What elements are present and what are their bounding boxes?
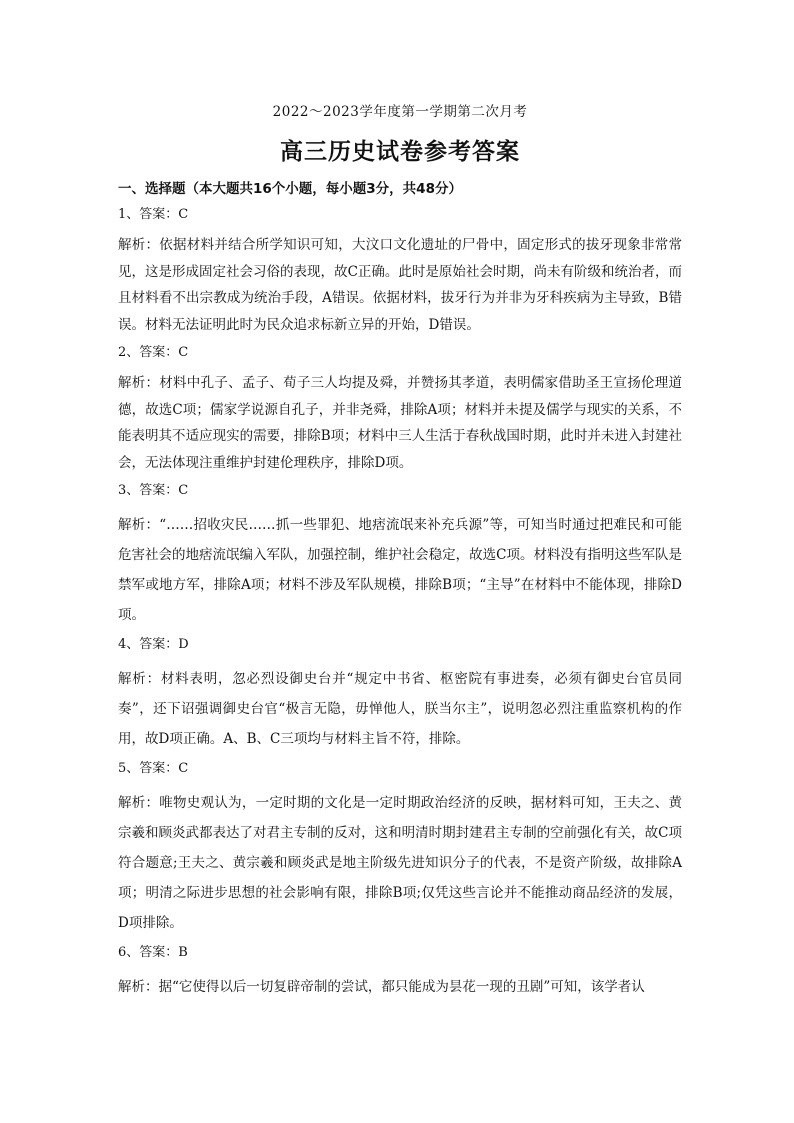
analysis-text: 解析：据“它使得以后一切复辟帝制的尝试，都只能成为昙花一现的丑剧”可知，该学者认 bbox=[118, 979, 645, 995]
answer-item-5 bbox=[118, 758, 682, 938]
analysis-text: 解析：材料表明，忽必烈设御史台并“规定中书省、枢密院有事进奏，必须有御史台官员同奏”，还下诏强调御史台官“极言无隐，毋惮他人，朕当尔主”，说明忽必烈注重监察机构的作用，故D项正确。A、B、C三项均与材料主旨不符，排除。 bbox=[118, 671, 682, 747]
section-title: 一、选择题（本大题共16个小题，每小题3分，共48分） bbox=[118, 181, 462, 197]
answer-item-1 bbox=[118, 204, 682, 338]
exam-subtitle: 2022～2023学年度第一学期第二次月考 bbox=[272, 104, 528, 120]
analysis-text: 解析：唯物史观认为，一定时期的文化是一定时期政治经济的反映，据材料可知，王夫之、黄宗羲和顾炎武都表达了对君主专制的反对，这和明清时期封建君主专制的空前强化有关，故C项符合题意;王夫之、黄宗羲和顾炎武是地主阶级先进知识分子的代表，不是资产阶级，故排除A项；明清之际进步思想的社会影响有限，排除B项;仅凭这些言论并不能推动商品经济的发展，D项排除。 bbox=[118, 795, 682, 931]
answer-item-2 bbox=[118, 342, 682, 476]
answer-label: 2、答案：C bbox=[118, 345, 189, 360]
analysis-text: 解析：依据材料并结合所学知识可知，大汶口文化遗址的尸骨中，固定形式的拔牙现象非常常见，这是形成固定社会习俗的表现，故C正确。此时是原始社会时期，尚未有阶级和统治者，而且材料看不出宗教成为统治手段，A错误。依据材料，拔牙行为并非为牙科疾病为主导致，B错误。材料无法证明此时为民众追求标新立异的开始，D错误。 bbox=[118, 237, 682, 333]
answer-label: 1、答案：C bbox=[118, 207, 189, 222]
page-title: 高三历史试卷参考答案 bbox=[280, 139, 520, 165]
answer-label: 3、答案：C bbox=[118, 483, 189, 498]
answer-label: 6、答案：B bbox=[118, 945, 188, 960]
answer-item-3 bbox=[118, 480, 682, 630]
answer-label: 4、答案：D bbox=[118, 637, 189, 652]
analysis-text: 解析：“……招收灾民……抓一些罪犯、地痞流氓来补充兵源”等，可知当时通过把难民和可能危害社会的地痞流氓编入军队，加强控制，维护社会稳定，故选C项。材料没有指明这些军队是禁军或地方军，排除A项；材料不涉及军队规模，排除B项；“主导”在材料中不能体现，排除D项。 bbox=[118, 517, 682, 623]
answer-label: 5、答案：C bbox=[118, 761, 189, 776]
analysis-text: 解析：材料中孔子、孟子、荀子三人均提及舜，并赞扬其孝道，表明儒家借助圣王宣扬伦理道德，故选C项；儒家学说源自孔子，并非尧舜，排除A项；材料并未提及儒学与现实的关系，不能表明其不适应现实的需要，排除B项；材料中三人生活于春秋战国时期，此时并未进入封建社会，无法体现注重维护封建伦理秩序，排除D项。 bbox=[118, 375, 682, 471]
answer-item-6 bbox=[118, 942, 682, 1002]
answer-item-4 bbox=[118, 634, 682, 754]
